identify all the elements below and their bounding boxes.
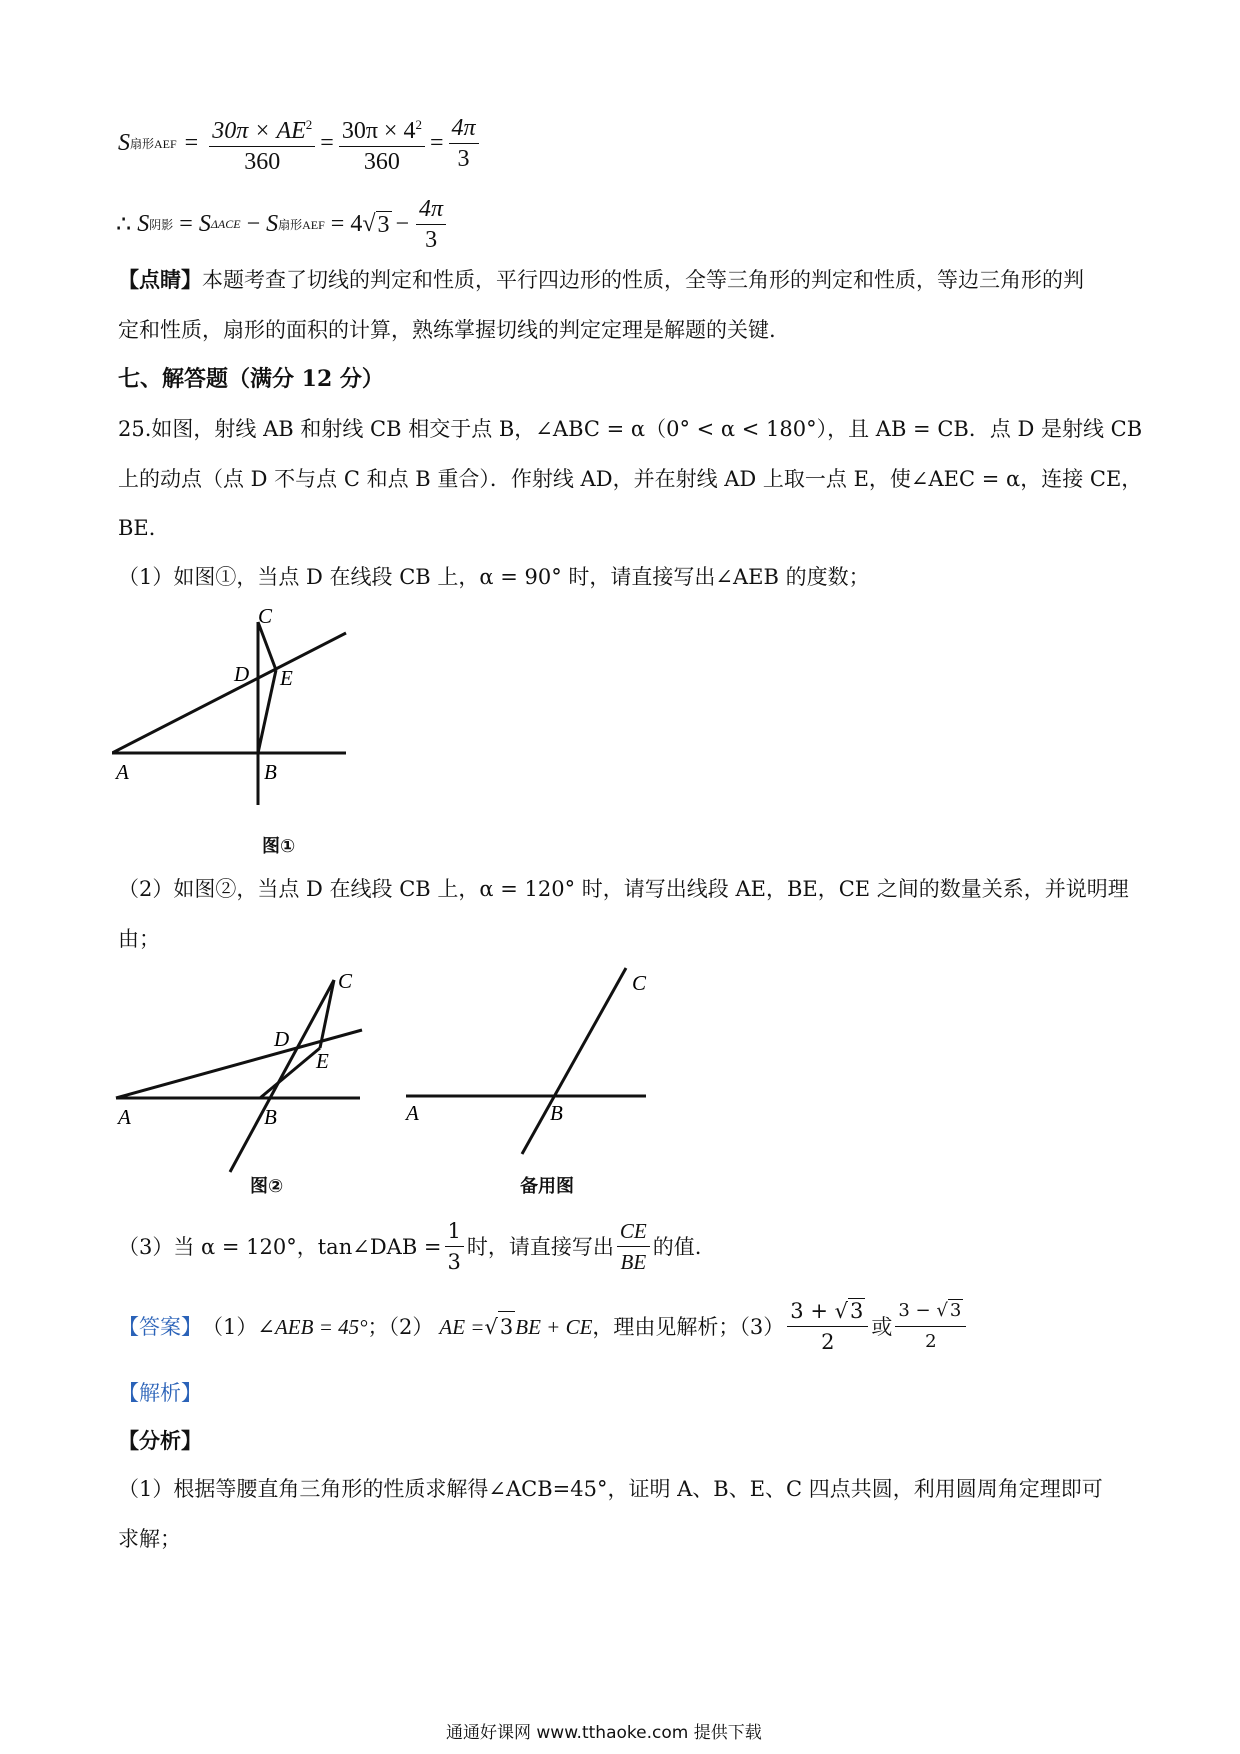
sector-S: S (118, 130, 130, 156)
answer-3-frac-2: $\frac{3 - √ 3}{2}$ (895, 1298, 966, 1355)
sector-subscript: 扇形AEF (130, 137, 177, 151)
section-title: 七、解答题（满分 12 分） (118, 366, 384, 392)
question-2-line2: 由； (118, 927, 160, 951)
dianjing-paragraph-line2: 定和性质，扇形的面积的计算，熟练掌握切线的判定定理是解题的关键. (118, 318, 776, 342)
answer-line: 【答案】 （1） ∠AEB = 45° ；（2） AE = √ 3 BE + CE ，理由见解析；（3） $\frac{3 + √3}{2}$ 或 $\frac{3 - √ 3}{2}$ (118, 1298, 969, 1355)
answer-3-frac-1: $\frac{3 + √3}{2}$ (787, 1298, 868, 1355)
dianjing-paragraph-line1: 【点睛】本题考查了切线的判定和性质，平行四边形的性质，全等三角形的判定和性质，等边三角形的判 (118, 267, 1084, 292)
figure-spare-lines (406, 968, 646, 1154)
sector-frac-3: $\frac{4\pi}{3}$ (449, 115, 479, 172)
fig2-label-D: D (274, 1027, 290, 1051)
analysis-line1: （1）根据等腰直角三角形的性质求解得∠ACB=45°，证明 A、B、E、C 四点共圆，利用圆周角定理即可 (118, 1477, 1103, 1501)
segment-EB-fig1 (258, 670, 276, 753)
answer-tag: 【答案】 (118, 1314, 202, 1339)
figure-1-lines (112, 622, 346, 805)
problem-line3: BE． (118, 516, 170, 540)
fig1-label-D: D (234, 662, 250, 686)
spare-label-C: C (632, 971, 647, 995)
q3-ratio-frac: $\frac{CE}{BE}$ (617, 1218, 650, 1275)
fig2-label-B: B (264, 1105, 277, 1129)
figure-2-lines (116, 980, 362, 1172)
sector-frac-2: $\frac{30\pi \times 4^2}{360}$ (339, 112, 425, 175)
fenxi-tag: 【分析】 (118, 1428, 202, 1453)
problem-line2: 上的动点（点 D 不与点 C 和点 B 重合）．作射线 AD，并在射线 AD 上取一点 E，使∠AEC = α，连接 CE， (118, 467, 1143, 491)
fig2-label-E: E (316, 1049, 329, 1073)
fig1-label-A: A (116, 760, 129, 784)
figure-1 (112, 605, 352, 845)
fig2-label-A: A (118, 1105, 131, 1129)
fig1-label-B: B (264, 760, 277, 784)
problem-line1: 25.如图，射线 AB 和射线 CB 相交于点 B，∠ABC = α（0° < α < 180°），且 AB = CB．点 D 是射线 CB (118, 417, 1143, 441)
fig1-label-E: E (280, 666, 293, 690)
fig1-label-C: C (258, 605, 273, 628)
q3-tan-frac: $\frac{1}{3}$ (445, 1218, 464, 1275)
footer-text: 通通好课网 www.tthaoke.com 提供下载 (446, 1723, 762, 1743)
ray-CB-spare (522, 968, 626, 1154)
shadow-area-formula: ∴ S 阴影 = S ΔACE − S 扇形AEF = 4 √ 3 − $\frac{4\pi}{3}$ (116, 196, 449, 253)
shadow-result-frac: $\frac{4\pi}{3}$ (416, 196, 446, 253)
analysis-line2: 求解； (118, 1527, 181, 1551)
spare-label-A: A (406, 1101, 419, 1125)
figure-spare-caption: 备用图 (520, 1176, 574, 1197)
fig2-label-C: C (338, 970, 353, 993)
figure-1-caption: 图① (262, 836, 296, 857)
figure-2 (112, 970, 372, 1190)
sector-frac-1: $\frac{30\pi \times AE^2}{360}$ (209, 112, 315, 175)
jiexi-tag: 【解析】 (118, 1381, 202, 1405)
therefore-symbol: ∴ (116, 212, 132, 238)
question-3: （3）当 α = 120°，tan∠DAB = $\frac{1}{3}$ 时，请直接写出 $\frac{CE}{BE}$ 的值. (118, 1219, 702, 1274)
dianjing-tag: 【点睛】 (118, 267, 202, 292)
question-2-line1: （2）如图②，当点 D 在线段 CB 上，α = 120° 时，请写出线段 AE，BE，CE 之间的数量关系，并说明理 (118, 877, 1129, 901)
sector-area-formula: S 扇形AEF = $\frac{30\pi \times AE^2}{360}$ = $\frac{30\pi \times 4^2}{360}$ = $\frac{4\pi}{3}$ (118, 112, 482, 175)
figure-spare (400, 958, 660, 1178)
ray-CB-fig2 (230, 980, 334, 1172)
segment-CE-fig1 (258, 622, 276, 670)
question-1: （1）如图①，当点 D 在线段 CB 上，α = 90° 时，请直接写出∠AEB 的度数； (118, 565, 870, 589)
spare-label-B: B (550, 1101, 563, 1125)
ray-AD-fig1 (112, 633, 346, 753)
figure-2-caption: 图② (250, 1176, 284, 1197)
